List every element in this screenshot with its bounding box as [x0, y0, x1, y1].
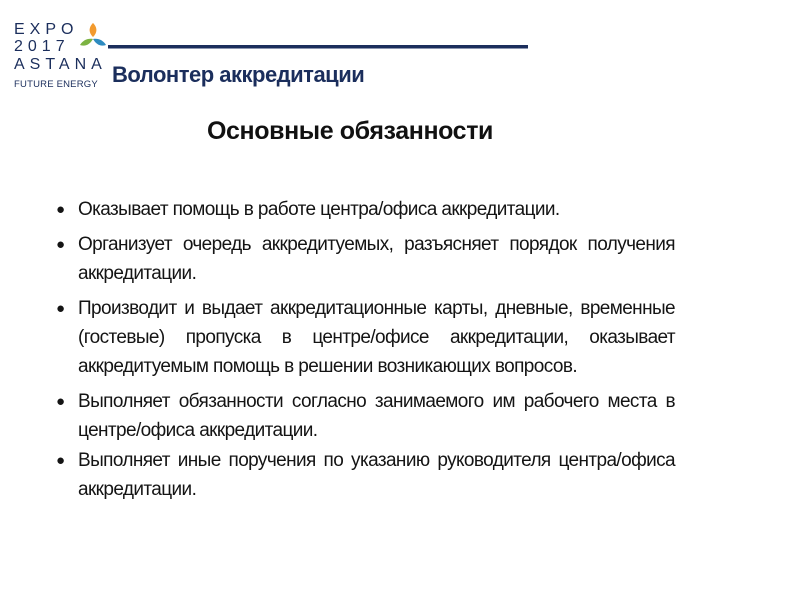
bullet-icon: ● — [56, 452, 65, 469]
logo-line-expo: EXPO — [14, 21, 79, 38]
list-item-text: Организует очередь аккредитуемых, разъясняет порядок получения аккредитации. — [78, 234, 675, 284]
list-item — [55, 230, 675, 288]
logo-line-city: ASTANA — [14, 56, 107, 73]
list-item-text: Выполняет обязанности согласно занимаемого им рабочего места в центре/офиса аккредитации. — [78, 391, 675, 441]
leaf-icon — [80, 23, 106, 55]
section-title: Основные обязанности — [206, 117, 494, 145]
logo-tagline: FUTURE ENERGY — [14, 79, 98, 90]
list-item-text: Выполняет иные поручения по указанию руководителя центра/офиса аккредитации. — [78, 450, 675, 500]
list-item — [55, 195, 675, 224]
page-header-title: Волонтер аккредитации — [112, 62, 365, 87]
list-item-text: Оказывает помощь в работе центра/офиса аккредитации. — [78, 199, 560, 220]
bullet-icon: ● — [56, 201, 65, 218]
logo-line-year: 2017 — [14, 38, 70, 55]
list-item — [55, 387, 675, 445]
bullet-icon: ● — [56, 236, 65, 253]
bullet-icon: ● — [56, 300, 65, 317]
bullet-icon: ● — [56, 393, 65, 410]
duties-list — [55, 195, 675, 510]
expo-2017-logo — [14, 22, 106, 96]
list-item — [55, 294, 675, 381]
header-divider — [108, 45, 528, 48]
list-item — [55, 446, 675, 504]
list-item-text: Производит и выдает аккредитационные карты, дневные, временные (гостевые) пропуска в центре/офисе аккредитации, оказывает аккредитуемым помощь в решении возникающих вопросов. — [78, 298, 675, 377]
